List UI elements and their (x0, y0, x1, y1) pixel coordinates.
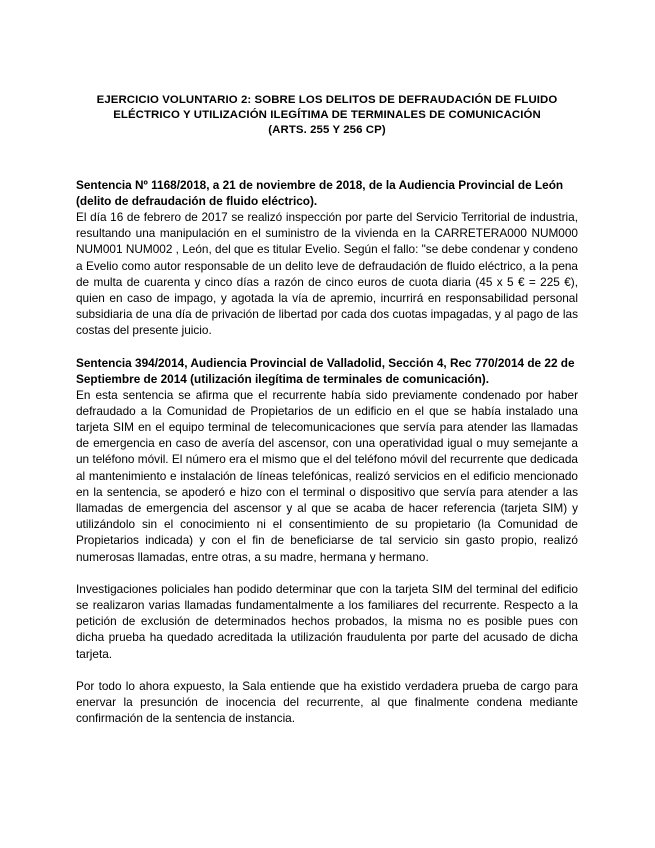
title-line-1: EJERCICIO VOLUNTARIO 2: SOBRE LOS DELITOS DE DEFRAUDACIÓN DE FLUIDO (96, 94, 558, 106)
title-line-3: (ARTS. 255 Y 256 CP) (268, 124, 386, 136)
case-1-heading: Sentencia Nº 1168/2018, a 21 de noviembre de 2018, de la Audiencia Provincial de León (delito de defraudación de fluido eléctrico). (76, 178, 564, 208)
case-1-body: El día 16 de febrero de 2017 se realizó inspección por parte del Servicio Territorial de industria, resultando una manipulación en el suministro de la vivienda en la CARRETERA000 NUM000 NUM001 NUM002 , León, del que es titular Evelio. Según el fallo: "se debe condenar y condeno a Evelio como autor responsable de un delito leve de defraudación de fluido eléctrico, a la pena de multa de cuarenta y cinco días a razón de cinco euros de cuota diaria (45 x 5 € = 225 €), quien en caso de impago, y agotada la vía de apremio, incurrirá en responsabilidad personal subsidiaria de una día de privación de libertad por cada dos cuotas impagadas, y al pago de las costas del presente juicio. (76, 210, 578, 338)
spacer (76, 662, 578, 678)
title-line-2: ELÉCTRICO Y UTILIZACIÓN ILEGÍTIMA DE TERMINALES DE COMUNICACIÓN (113, 109, 541, 121)
case-2-heading: Sentencia 394/2014, Audiencia Provincial de Valladolid, Sección 4, Rec 770/2014 de 22 de Septiembre de 2014 (utilización ilegítima de terminales de comunicación). (76, 355, 575, 386)
spacer (76, 565, 578, 581)
case-2-paragraph-2: Investigaciones policiales han podido determinar que con la tarjeta SIM del terminal del edificio se realizaron varias llamadas fundamentalmente a los familiares del recurrente. Respecto a la petición de exclusión de determinados hechos probados, la misma no es posible pues con dicha prueba ha quedado acreditada la utilización fraudulenta por parte del acusado de dicha tarjeta. (76, 581, 578, 661)
document-page (76, 93, 578, 726)
case-2-body: En esta sentencia se afirma que el recurrente había sido previamente condenado por haber defraudado a la Comunidad de Propietarios de un edificio en el que se había instalado una tarjeta SIM en el equipo terminal de telecomunicaciones que servía para atender las llamadas de emergencia en caso de avería del ascensor, con una operatividad igual o muy semejante a un teléfono móvil. El número era el mismo que el del teléfono móvil del recurrente que dedicada al mantenimiento e instalación de líneas telefónicas, realizó servicios en el edificio mencionado en la sentencia, se apoderó e hizo con el terminal o dispositivo que servía para atender a las llamadas de emergencia del ascensor y al que se acaba de hacer referencia (tarjeta SIM) y utilizándolo sin el conocimiento ni el consentimiento de su propietario (la Comunidad de Propietarios indicada) y con el fin de beneficiarse de tal servicio sin gasto propio, realizó numerosas llamadas, entre otras, a su madre, hermana y hermano. (76, 387, 578, 564)
case-2-paragraph-3: Por todo lo ahora expuesto, la Sala entiende que ha existido verdadera prueba de cargo para enervar la presunción de inocencia del recurrente, al que finalmente condena mediante confirmación de la sentencia de instancia. (76, 678, 578, 726)
case-1-section (76, 177, 578, 339)
document-title (76, 93, 578, 138)
spacer (76, 339, 578, 355)
case-2-section (76, 355, 578, 727)
